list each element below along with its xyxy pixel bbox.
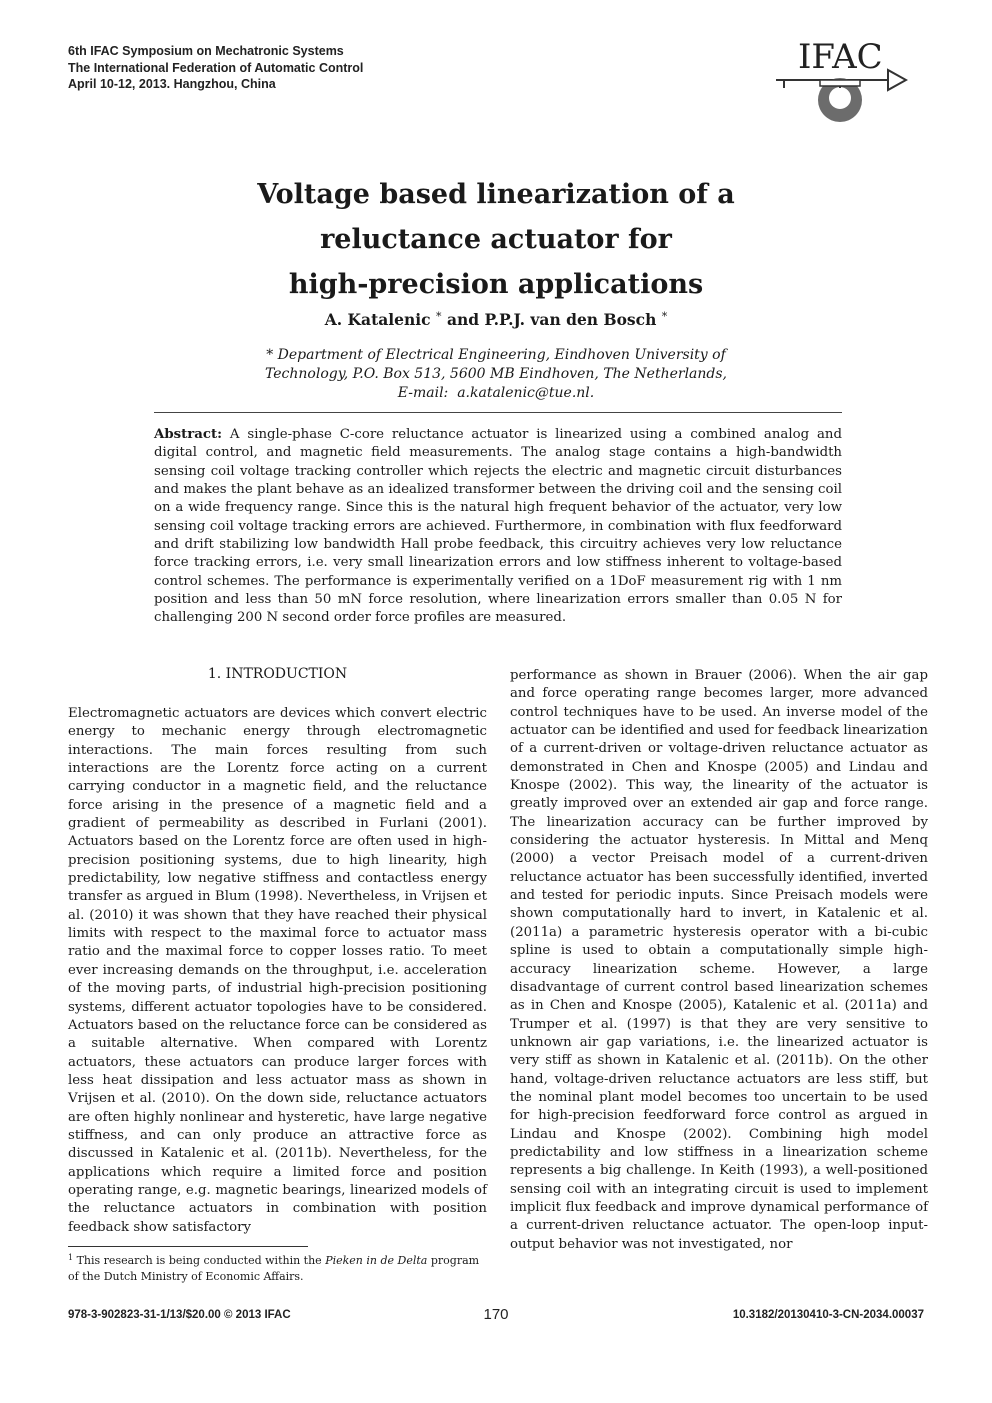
ifac-logo <box>776 38 908 128</box>
author-1-mark: * <box>436 310 442 323</box>
affiliation <box>150 346 842 403</box>
affiliation-line-1: * Department of Electrical Engineering, Eindhoven University of <box>266 347 726 363</box>
conference-header <box>68 43 363 93</box>
author-2: P.P.J. van den Bosch <box>484 310 657 329</box>
email-label: E-mail: <box>397 385 449 401</box>
federation-name: The International Federation of Automatic Control <box>68 60 364 75</box>
affiliation-email-line <box>150 384 842 403</box>
abstract-label: Abstract: <box>154 427 223 442</box>
abstract-divider <box>154 412 842 413</box>
affiliation-line-2: Technology, P.O. Box 513, 5600 MB Eindhoven, The Netherlands, <box>265 366 727 382</box>
body-column-left: Electromagnetic actuators are devices which convert electric energy to mechanic energy through electromagnetic interactions. The main forces resulting from such interactions are the Lorentz force acting on a current carrying conductor in a magnetic field, and the reluctance force arising in the presence of a magnetic field and a gradient of permeability as described in Furlani (2001). Actuators based on the Lorentz force are often used in high-precision positioning systems, due to high linearity, high predictability, low negative stiffness and contactless energy transfer as argued in Blum (1998). Nevertheless, in Vrijsen et al. (2010) it was shown that they have reached their physical limits with respect to the maximal force to actuator mass ratio and the maximal force to copper losses ratio. To meet ever increasing demands on the throughput, i.e. acceleration of the moving parts, of industrial high-precision positioning systems, different actuator topologies have to be considered. Actuators based on the reluctance force can be considered as a suitable alternative. When compared with Lorentz actuators, these actuators can produce larger forces with less heat dissipation and less actuator mass as shown in Vrijsen et al. (2010). On the down side, reluctance actuators are often highly nonlinear and hysteretic, have large negative stiffness, and can only produce an attractive force as discussed in Katalenic et al. (2011b). Nevertheless, for the applications which require a limited force and position operating range, e.g. magnetic bearings, linearized models of the reluctance actuators in combination with position feedback show satisfactory <box>68 706 487 1235</box>
author-2-mark: * <box>661 310 668 323</box>
conference-date-location: April 10-12, 2013. Hangzhou, China <box>68 77 276 91</box>
section-heading-introduction: 1. INTRODUCTION <box>207 666 348 682</box>
email-address[interactable]: a.katalenic@tue.nl. <box>457 385 595 401</box>
title-line-1: Voltage based linearization of a <box>257 179 735 210</box>
title-line-3: high-precision applications <box>288 269 704 300</box>
authors <box>150 306 842 331</box>
title-line-2: reluctance actuator for <box>320 224 672 255</box>
footnote-program-name: Pieken in de Delta <box>325 1254 428 1267</box>
page-number: 170 <box>483 1306 509 1323</box>
author-1: A. Katalenic <box>324 310 431 329</box>
body-column-right: performance as shown in Brauer (2006). When the air gap and force operating range becomes larger, more advanced control techniques have to be used. An inverse model of the actuator can be identified and used for feedback linearization of a current-driven or voltage-driven reluctance actuator as demonstrated in Chen and Knospe (2005) and Lindau and Knospe (2002). This way, the linearity of the actuator is greatly improved over an extended air gap and force range. The linearization accuracy can be further improved by considering the actuator hysteresis. In Mittal and Menq (2000) a vector Preisach model of a current-driven reluctance actuator has been successfully identified, inverted and tested for periodic inputs. Since Preisach models were shown computationally hard to invert, in Katalenic et al. (2011a) a parametric hysteresis operator with a bi-cubic spline is used to obtain a computationally simple high-accuracy linearization scheme. However, a large disadvantage of current control based linearization schemes as in Chen and Knospe (2005), Katalenic et al. (2011a) and Trumper et al. (1997) is that they are very sensitive to unknown air gap variations, i.e. the linearized actuator is very stiff as shown in Katalenic et al. (2011b). On the other hand, voltage-driven reluctance actuators are less stiff, but the nominal plant model becomes too uncertain to be used for high-precision feedforward force control as argued in Lindau and Knospe (2002). Combining high model predictability and low stiffness in a linearization scheme represents a big challenge. In Keith (1993), a well-positioned sensing coil with an integrating circuit is used to implement implicit flux feedback and improve dynamical performance of a current-driven reluctance actuator. The open-loop input-output behavior was not investigated, nor <box>510 668 928 1252</box>
ifac-logo-text: IFAC <box>798 38 883 77</box>
footnote-text-after: program of the Dutch Ministry of Economic Affairs. <box>68 1254 480 1283</box>
footnote-divider <box>68 1246 308 1247</box>
footer-doi[interactable]: 10.3182/20130410-3-CN-2034.00037 <box>732 1309 924 1321</box>
author-conjunction: and <box>446 310 480 329</box>
footnote-mark: 1 <box>68 1253 74 1262</box>
conference-name: 6th IFAC Symposium on Mechatronic Systems <box>68 44 344 58</box>
abstract-text: A single-phase C-core reluctance actuator is linearized using a combined analog and digital control, and magnetic field measurements. The analog stage contains a high-bandwidth sensing coil voltage tracking controller which rejects the electric and magnetic circuit disturbances and makes the plant behave as an idealized transformer between the driving coil and the sensing coil on a wide frequency range. Since this is the natural high frequent behavior of the actuator, very low sensing coil voltage tracking errors are achieved. Furthermore, in combination with flux feedforward and drift stabilizing low bandwidth Hall probe feedback, this circuitry achieves very low reluctance force tracking errors, i.e. very small linearization errors and low stiffness inherent to voltage-based control schemes. The performance is experimentally verified on a 1DoF measurement rig with 1 nm position and less than 50 mN force resolution, where linearization errors smaller than 0.05 N for challenging 200 N second order force profiles are measured. <box>154 427 842 626</box>
paper-title <box>150 172 842 307</box>
footnote <box>68 1250 487 1284</box>
footer-isbn: 978-3-902823-31-1/13/$20.00 © 2013 IFAC <box>68 1309 291 1321</box>
abstract <box>154 426 842 628</box>
footnote-text-before: This research is being conducted within the <box>76 1254 322 1267</box>
